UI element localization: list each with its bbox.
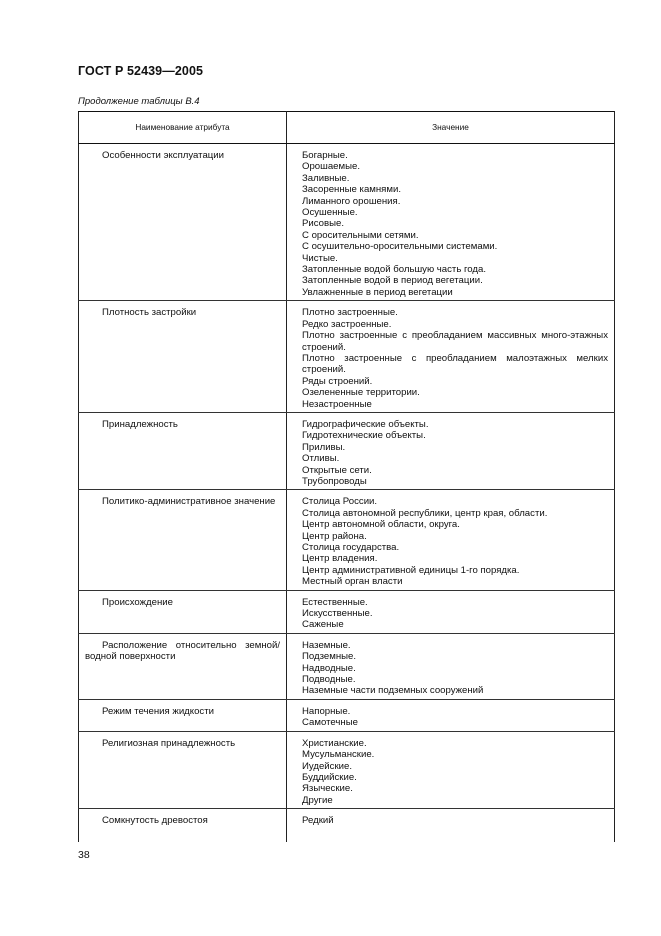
value-line: Лиманного орошения. [302,195,401,207]
value-line: Искусственные. [302,608,373,620]
attribute-cell [79,731,287,808]
value-line: Центр административной единицы 1-го порядка. [302,564,520,576]
value-line: С осушительно-оросительными системами. [302,241,498,253]
document-title: ГОСТ Р 52439—2005 [78,64,204,78]
value-line: Заливные. [302,172,350,184]
attribute-name: Происхождение [102,596,173,608]
value-line: Центр владения. [302,553,378,565]
value-line: Буддийские. [302,771,357,783]
value-line: Приливы. [302,441,346,453]
attribute-name: Религиозная принадлежность [102,737,236,749]
value-line: Гидрографические объекты. [302,418,429,430]
value-line: Трубопроводы [302,475,367,487]
value-line: Подземные. [302,651,357,663]
attribute-cell [79,144,287,301]
value-line: Незастроенные [302,398,372,410]
value-line: Затопленные водой большую часть года. [302,264,487,276]
value-line: Саженые [302,619,344,631]
value-line: Редко застроенные. [302,318,392,330]
value-line: Плотно застроенные с преобладанием малоэтажных мелких строений. [302,352,608,376]
value-cell [287,490,615,590]
value-line: Самотечные [302,717,358,729]
value-cell [287,699,615,731]
value-line: Редкий [302,815,334,827]
value-line: С оросительными сетями. [302,229,419,241]
attribute-name: Политико-административное значение [102,496,276,508]
value-line: Напорные. [302,705,351,717]
value-line: Озелененные территории. [302,387,420,399]
value-line: Местный орган власти [302,576,403,588]
table-header-row [79,112,615,144]
page-number: 38 [78,849,90,861]
attribute-name: Плотность застройки [102,307,197,319]
attribute-cell [79,301,287,413]
column-header-attribute: Наименование атрибута [79,112,287,144]
value-cell [287,590,615,633]
attribute-table [78,111,615,842]
table-row [79,699,615,731]
value-line: Другие [302,794,333,806]
value-line: Центр района. [302,530,367,542]
value-line: Естественные. [302,596,368,608]
value-cell [287,412,615,489]
value-line: Отливы. [302,453,340,465]
value-line: Столица государства. [302,542,400,553]
attribute-name: Сомкнутость древостоя [102,815,208,827]
value-line: Языческие. [302,783,353,795]
value-cell [287,731,615,808]
value-line: Богарные. [302,150,348,161]
table-caption: Продолжение таблицы В.4 [78,96,200,107]
value-line: Подводные. [302,674,356,686]
value-cell [287,809,615,843]
value-line: Мусульманские. [302,749,375,761]
attribute-name: Принадлежность [102,418,178,430]
value-line: Надводные. [302,662,356,674]
attribute-name: Расположение относительно земной/водной поверхности [85,639,280,663]
attribute-cell [79,809,287,843]
attribute-name: Особенности эксплуатации [102,150,225,161]
value-line: Открытые сети. [302,464,372,476]
attribute-cell [79,699,287,731]
value-line: Осушенные. [302,207,358,219]
table-row [79,633,615,699]
value-line: Плотно застроенные с преобладанием массивных много-этажных строений. [302,330,608,353]
value-cell [287,633,615,699]
attribute-name: Режим течения жидкости [102,705,214,717]
table-row [79,412,615,489]
value-line: Затопленные водой в период вегетации. [302,275,483,287]
table-row [79,590,615,633]
value-line: Иудейские. [302,760,353,772]
value-line: Наземные. [302,639,351,651]
table-row [79,809,615,843]
value-line: Гидротехнические объекты. [302,430,426,442]
attribute-cell [79,490,287,590]
value-line: Столица автономной республики, центр края, области. [302,507,548,519]
value-line: Засоренные камнями. [302,184,401,196]
value-line: Христианские. [302,737,367,749]
value-line: Орошаемые. [302,161,360,173]
table-row [79,144,615,301]
value-cell [287,144,615,301]
table-row [79,731,615,808]
value-line: Чистые. [302,252,338,264]
value-line: Столица России. [302,496,378,508]
value-line: Увлажненные в период вегетации [302,286,453,298]
attribute-cell [79,590,287,633]
value-line: Центр автономной области, округа. [302,519,460,531]
value-line: Плотно застроенные. [302,307,398,319]
value-line: Наземные части подземных сооружений [302,685,484,697]
attribute-cell [79,633,287,699]
table-row [79,301,615,413]
attribute-cell [79,412,287,489]
value-line: Ряды строений. [302,375,373,387]
table-row [79,490,615,590]
value-line: Рисовые. [302,218,344,230]
value-cell [287,301,615,413]
column-header-value: Значение [287,112,615,144]
